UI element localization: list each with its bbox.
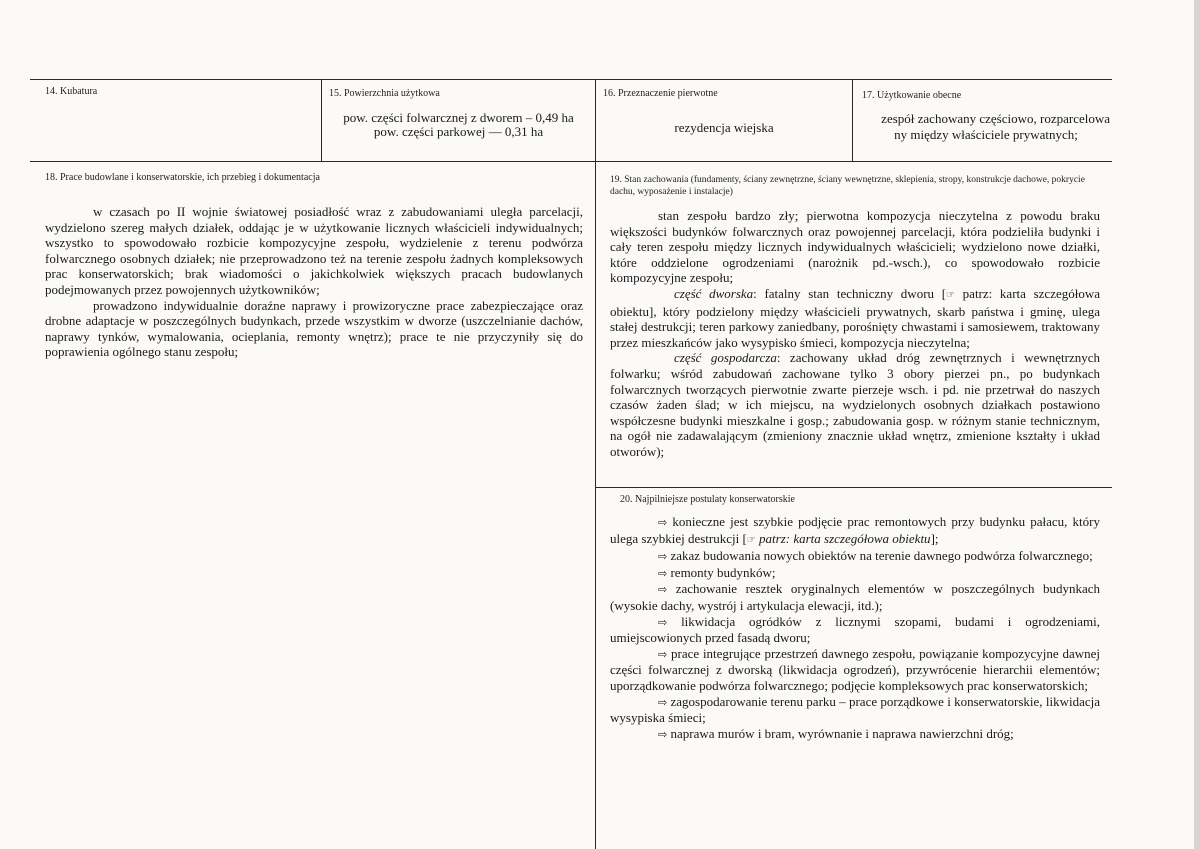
box19-paragraph-2: [610, 286, 1100, 350]
postulate-2: zakaz budowania nowych obiektów na terenie dawnego podwórza folwarcznego;: [667, 548, 1093, 564]
col-divider-3: [852, 79, 853, 161]
postulate-item: [610, 726, 1100, 743]
arrow-right-icon: ⇨: [658, 583, 668, 597]
box19-text: [610, 208, 1100, 460]
top-border: [30, 79, 1112, 80]
box15-line2: pow. części parkowej — 0,31 ha: [373, 124, 544, 139]
box20-list: [610, 514, 1100, 742]
box20-top-border: [595, 487, 1112, 488]
arrow-right-icon: ⇨: [658, 727, 668, 741]
postulate-1a: konieczne jest szybkie podjęcie prac remontowych przy budynku pałacu, który ulega szybkiej destrukcji [: [610, 514, 1100, 546]
postulate-1b: patrz: karta szczegółowa obiektu: [755, 530, 931, 546]
box17-line1: zespół zachowany częściowo, rozparcelowa: [881, 111, 1110, 126]
box19-p3-label: część gospodarcza: [674, 350, 777, 366]
scan-edge: [1194, 0, 1199, 849]
pointing-hand-icon: ☞: [746, 534, 756, 546]
box15-label: 15. Powierzchnia użytkowa: [329, 88, 440, 99]
box20-label: 20. Najpilniejsze postulaty konserwatorskie: [620, 494, 795, 505]
box14-label: 14. Kubatura: [45, 86, 98, 97]
postulate-item: [610, 646, 1100, 694]
arrow-right-icon: ⇨: [658, 516, 668, 529]
box17-line2: ny między właściciele prywatnych;: [894, 127, 1078, 142]
box15-line1: pow. części folwarcznej z dworem – 0,49 ha: [343, 110, 574, 125]
postulate-6: prace integrujące przestrzeń dawnego zespołu, powiązanie kompozycyjne dawnej części folwarcznej z dworską (likwidacja ogrodzeń), przywrócenie hierarchii elementów; uporządkowanie podwórza folwarcznego; podjęcie kompleksowych prac konserwatorskich;: [610, 645, 1100, 693]
postulate-item: [610, 548, 1100, 565]
box17-label: 17. Użytkowanie obecne: [862, 90, 962, 101]
box18-text: [45, 204, 583, 360]
box19-paragraph-3: [610, 350, 1100, 459]
col-divider-main: [595, 79, 596, 849]
arrow-right-icon: ⇨: [658, 695, 668, 709]
postulate-8: naprawa murów i bram, wyrównanie i naprawa nawierzchni dróg;: [667, 725, 1014, 741]
postulate-1c: ];: [930, 530, 939, 546]
postulate-4: zachowanie resztek oryginalnych elementów w poszczególnych budynkach (wysokie dachy, wystrój i artykulacja elewacji, itd.);: [610, 581, 1100, 613]
box19-p2-label: część dworska: [674, 285, 754, 301]
pointing-hand-icon: ☞: [946, 289, 955, 301]
arrow-right-icon: ⇨: [658, 550, 668, 564]
postulate-3: remonty budynków;: [667, 564, 776, 580]
box19-label: 19. Stan zachowania (fundamenty, ściany zewnętrzne, ściany wewnętrzne, sklepienia, stropy, konstrukcje dachowe, pokrycie dachu, wyposażenie i instalacje): [610, 175, 1085, 197]
row-divider: [30, 161, 1112, 162]
postulate-item: [610, 514, 1100, 548]
box19-p2a: : fatalny stan techniczny dworu [: [753, 285, 947, 301]
postulate-5: likwidacja ogródków z licznymi szopami, budami i ogrodzeniami, umiejscowionych przed fasadą dworu;: [610, 613, 1100, 646]
box18-paragraph-2: prowadzono indywidualnie doraźne naprawy i prowizoryczne prace zabezpieczające oraz drobne adaptacje w poszczególnych budynkach, przede wszystkim w dworze (uszczelnianie dachów, naprawy tynków, wymalowania, ocieplania, remonty wnętrz); prace te nie przyczyniły się do poprawienia ogólnego stanu zespołu;: [45, 297, 583, 360]
postulate-item: [610, 614, 1100, 646]
box18-paragraph-1: w czasach po II wojnie światowej posiadłość wraz z zabudowaniami uległa parcelacji, wydzielono szereg małych działek, oddając je w użytkowanie licznych właścicieli indywidualnych; wszystko to spowodowało rozbicie kompozycyjne zespołu, wydzielenie z terenu podwórza folwarcznego osobnych działek; nie przeprowadzono też na terenie zespołu żadnych kompleksowych prac konserwatorskich; brak wiadomości o jakichkolwiek większych pracach budowlanych podejmowanych przez powojennych użytkowników;: [45, 204, 583, 297]
postulate-item: [610, 694, 1100, 726]
arrow-right-icon: ⇨: [658, 615, 668, 629]
box18-label: 18. Prace budowlane i konserwatorskie, ich przebieg i dokumentacja: [45, 172, 320, 183]
arrow-right-icon: ⇨: [658, 566, 668, 580]
box16-value: rezydencja wiejska: [674, 120, 774, 135]
arrow-right-icon: ⇨: [658, 647, 668, 661]
postulate-item: [610, 565, 1100, 582]
box19-p2b: patrz: karta szczegółowa obiektu], który podzielony między właścicieli prywatnych, skarb państwa i gminę, ulega stałej destrukcji; teren parkowy zaniedbany, porośnięty chwastami i samosiewem, traktowany przez mieszkańców jako wysypisko śmieci, kompozycja nieczytelna;: [610, 285, 1100, 350]
box19-p3: : zachowany układ dróg zewnętrznych i wewnętrznych folwarku; wśród zabudowań zachowane tylko 3 obory pierzei pn., po budynkach folwarcznych tworzących pierwotnie zwarte pierzeje wsch. i pd. nie przetrwał do naszych czasów żaden ślad; w ich miejscu, na wydzielonych osobnych działkach postawiono współczesne budynki mieszkalne i gosp.; zabudowania gosp. w różnym stanie technicznym, na ogół nie zadawalającym (zmieniony znacznie układ wnętrz, zmienione kształty i układ otworów);: [610, 350, 1100, 459]
postulate-item: [610, 581, 1100, 613]
box19-paragraph-1: stan zespołu bardzo zły; pierwotna kompozycja nieczytelna z powodu braku większości budynków folwarcznych oraz powojennej parcelacji, która podzieliła budynki i cały teren zespołu między licznych indywidualnych właścicieli; wydzielono nowe działki, które oddzielone ogrodzeniami (narożnik pd.-wsch.), co spowodowało rozbicie kompozycyjne zespołu;: [610, 208, 1100, 286]
box16-label: 16. Przeznaczenie pierwotne: [603, 88, 718, 99]
postulate-7: zagospodarowanie terenu parku – prace porządkowe i konserwatorskie, likwidacja wysypiska śmieci;: [610, 693, 1100, 726]
